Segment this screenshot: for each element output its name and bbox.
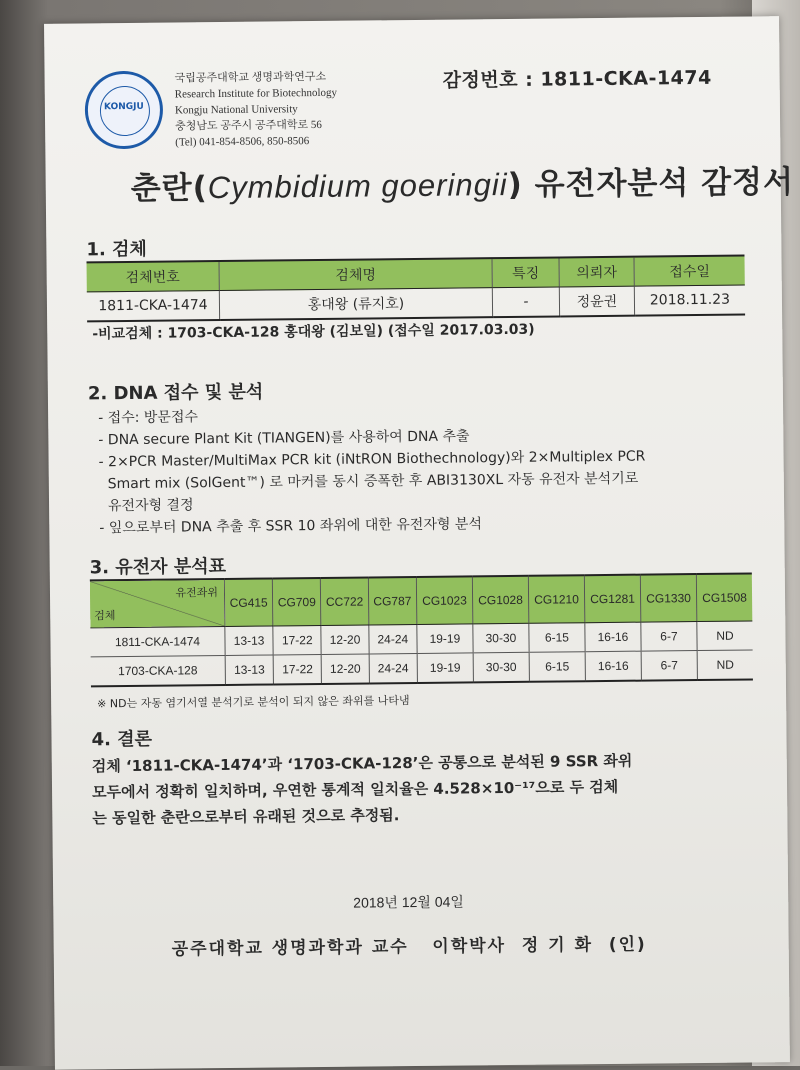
list-item: - 잎으로부터 DNA 추출 후 SSR 10 좌위에 대한 유전자형 분석 (99, 516, 483, 537)
header-locus: CG1028 (472, 576, 529, 624)
cell-genotype: 16-16 (585, 622, 641, 652)
header-locus: CG415 (224, 578, 273, 626)
cell-genotype: 30-30 (473, 623, 529, 653)
conclusion-line: 는 동일한 춘란으로부터 유래된 것으로 추정됨. (92, 806, 400, 828)
corner-sample-label: 검체 (94, 610, 116, 623)
header-sample-id: 검체번호 (87, 261, 220, 292)
section3-heading: 3. 유전자 분석표 (89, 555, 227, 579)
conclusion-line: 모두에서 정확히 일치하며, 우연한 통계적 일치율은 4.528×10⁻¹⁷으로 두 검체 (91, 777, 619, 802)
document-title (130, 156, 794, 208)
cell-received-date: 2018.11.23 (634, 285, 745, 316)
cell-genotype: 19-19 (417, 624, 473, 654)
cell-sample-name: 홍대왕 (류지호) (219, 288, 492, 320)
certificate-page (44, 16, 795, 1070)
cell-genotype: 13-13 (225, 626, 273, 656)
cell-genotype: 12-20 (321, 654, 369, 684)
genotype-table (90, 572, 753, 687)
cell-genotype: 6-7 (641, 622, 697, 652)
conclusion-line: 검체 ‘1811-CKA-1474’과 ‘1703-CKA-128’은 공통으로 분석된 9 SSR 좌위 (91, 751, 633, 776)
cell-genotype: 19-19 (417, 653, 473, 683)
cell-genotype: 12-20 (321, 625, 369, 654)
cell-sample-id: 1811-CKA-1474 (90, 626, 225, 656)
issue-date: 2018년 12월 04일 (353, 893, 464, 911)
list-item: - 2×PCR Master/MultiMax PCR kit (iNtRON Biothechnology)와 2×Multiplex PCR (98, 448, 646, 471)
title-prefix: 춘란( (130, 170, 209, 207)
dna-method-list (98, 402, 646, 540)
institute-tel: (Tel) 041-854-8506, 850-8506 (175, 135, 310, 149)
seal-label: KONGJU (103, 101, 144, 113)
header-locus: CG1281 (584, 575, 641, 623)
institute-address: 충청남도 공주시 공주대학로 56 (175, 118, 322, 133)
section1-heading: 1. 검체 (86, 238, 147, 261)
header-locus: CG1023 (416, 576, 473, 624)
cell-genotype: 24-24 (369, 653, 417, 683)
institute-info (175, 69, 338, 151)
conclusion-text (92, 748, 633, 832)
header-received-date: 접수일 (634, 256, 745, 287)
list-item: - 접수: 방문접수 (98, 409, 199, 427)
cell-genotype: 30-30 (473, 652, 529, 682)
table-footnote: ※ ND는 자동 염기서열 분석기로 분석이 되지 않은 좌위를 나타냄 (97, 694, 410, 711)
header-requester: 의뢰자 (559, 257, 634, 287)
cell-genotype: 6-15 (529, 652, 585, 682)
sample-table (87, 255, 746, 323)
institute-name-en: Research Institute for Biotechnology (174, 86, 338, 101)
cell-genotype: 16-16 (585, 651, 641, 681)
table-row (91, 650, 753, 686)
university-seal (85, 71, 164, 150)
document-number: 감정번호 : 1811-CKA-1474 (442, 66, 712, 92)
list-item: 유전자형 결정 (98, 497, 194, 515)
table-row (87, 285, 745, 321)
cell-genotype: 17-22 (273, 654, 321, 684)
signature-line: 공주대학교 생명과학과 교수 이학박사 정 기 화 (인) (171, 934, 647, 960)
institute-name-ko: 국립공주대학교 생명과학연구소 (174, 70, 327, 85)
header-locus: CG1508 (696, 573, 752, 621)
cell-requester: 정윤권 (559, 286, 634, 316)
cell-feature: - (492, 287, 559, 317)
header-locus: CC722 (321, 577, 369, 625)
genotype-table-header (90, 573, 752, 627)
cell-sample-id: 1703-CKA-128 (91, 655, 226, 686)
section2-heading: 2. DNA 접수 및 분석 (87, 381, 264, 405)
cell-genotype: ND (697, 650, 753, 680)
cell-sample-id: 1811-CKA-1474 (87, 291, 220, 322)
header-locus: CG709 (273, 578, 322, 626)
corner-locus-label: 유전좌위 (175, 587, 219, 600)
header-sample-name: 검체명 (219, 258, 492, 290)
cell-genotype: 24-24 (369, 624, 417, 654)
cell-genotype: 17-22 (273, 625, 321, 655)
cell-genotype: 6-7 (641, 651, 697, 681)
header-corner (90, 579, 225, 628)
header-locus: CG1330 (640, 574, 697, 622)
cell-genotype: 13-13 (225, 655, 273, 685)
list-item: - DNA secure Plant Kit (TIANGEN)를 사용하여 DNA 추출 (98, 428, 470, 449)
header-locus: CG787 (368, 577, 417, 625)
header-locus: CG1210 (528, 575, 585, 623)
cell-genotype: ND (697, 621, 753, 651)
list-item: Smart mix (SolGent™) 로 마커를 동시 증폭한 후 ABI3130XL 자동 유전자 분석기로 (98, 470, 639, 493)
title-suffix: ) 유전자분석 감정서 (507, 164, 795, 204)
section4-heading: 4. 결론 (91, 728, 153, 751)
university-name-en: Kongju National University (174, 103, 298, 117)
cell-genotype: 6-15 (529, 623, 585, 653)
comparison-sample: -비교검체 : 1703-CKA-128 홍대왕 (김보일) (접수일 2017.03.03) (92, 321, 535, 343)
header-feature: 특징 (492, 257, 559, 287)
title-scientific-name: Cymbidium goeringii (207, 167, 508, 206)
